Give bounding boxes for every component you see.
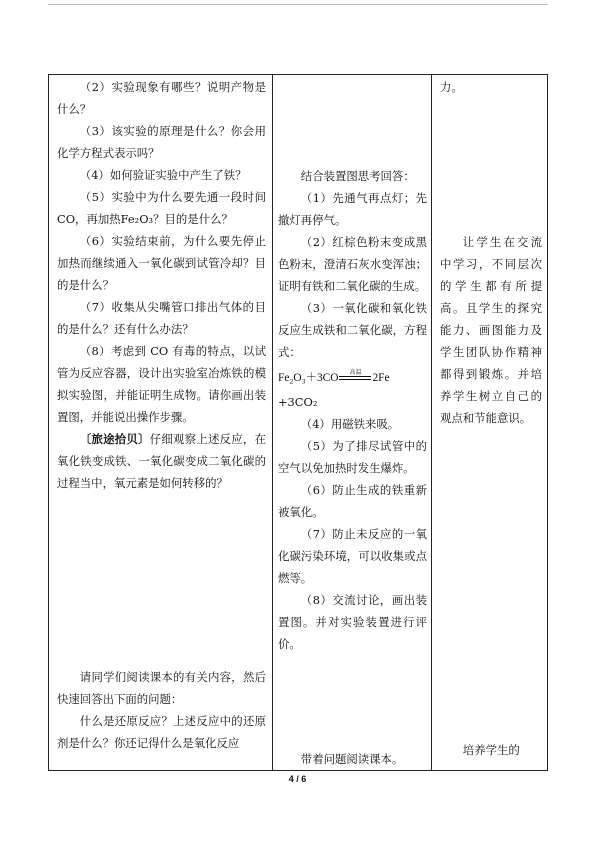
travel-label: 〔旅途拾贝〕 bbox=[79, 432, 150, 446]
question-5: （5）实验中为什么要先通一段时间CO，再加热Fe₂O₃？目的是什么？ bbox=[57, 190, 266, 226]
equal-sign-line bbox=[339, 379, 371, 380]
lesson-table bbox=[48, 74, 548, 771]
equation-reactants: Fe₂O₃＋3CO bbox=[278, 372, 339, 384]
student-activity-column bbox=[273, 75, 431, 770]
equation-condition bbox=[339, 369, 371, 389]
answer-5: （5）为了排尽试管中的空气以免加热时发生爆炸。 bbox=[278, 439, 427, 475]
intent-bottom: 培养学生的 bbox=[462, 743, 520, 757]
question-8: （8）考虑到 CO 有毒的特点，以试管为反应容器，设计出实验室冶炼铁的模拟实验图，并能证明生成物。请你画出装置图，并能说出操作步骤。 bbox=[57, 344, 266, 424]
question-4: （4）如何验证实验中产生了铁？ bbox=[79, 168, 247, 182]
intent-middle-block bbox=[432, 231, 548, 429]
reading-question: 什么是还原反应？上述反应中的还原剂是什么？你还记得什么是氧化反应 bbox=[57, 714, 266, 750]
design-intent-column bbox=[432, 75, 548, 770]
page-number: 4 / 6 bbox=[288, 774, 307, 784]
answer-6: （6）防止生成的铁重新被氧化。 bbox=[278, 483, 427, 519]
answer-7: （7）防止未反应的一氧化碳污染环境，可以收集或点燃等。 bbox=[278, 527, 427, 585]
page-top-rule bbox=[48, 4, 548, 5]
equation-continuation: +3CO₂ bbox=[278, 395, 318, 409]
answers-block bbox=[273, 165, 431, 655]
question-7: （7）收集从尖嘴管口排出气体的目的是什么？还有什么办法？ bbox=[57, 300, 266, 336]
equal-sign-line bbox=[339, 376, 371, 377]
answer-1: （1）先通气再点灯；先撤灯再停气。 bbox=[278, 191, 427, 227]
question-6: （6）实验结束前，为什么要先停止加热而继续通入一氧化碳到试管冷却？目的是什么？ bbox=[57, 234, 266, 292]
answer-4: （4）用磁铁来吸。 bbox=[300, 417, 400, 431]
equation-product: 2Fe bbox=[372, 372, 390, 384]
reading-intro: 请同学们阅读课本的有关内容，然后快速回答出下面的问题： bbox=[57, 670, 266, 706]
intent-middle: 让学生在交流中学习，不同层次的学生都有所提高。且学生的探究能力、画图能力及学生团队协作精神都得到锻炼。并培养学生树立自己的观点和节能意识。 bbox=[440, 235, 542, 425]
travel-text: 仔细观察上述反应，在氧化铁变成铁、一氧化碳变成二氧化碳的过程当中，氧元素是如何转移的？ bbox=[57, 432, 266, 490]
question-3: （3）该实验的原理是什么？你会用化学方程式表示吗？ bbox=[57, 124, 266, 160]
chemical-equation bbox=[278, 367, 427, 389]
answer-8: （8）交流讨论，画出装置图。并对实验装置进行评价。 bbox=[278, 593, 427, 651]
read-textbook: 带着问题阅读课本。 bbox=[300, 752, 404, 766]
read-textbook-block bbox=[273, 748, 431, 770]
condition-high-temp: 高温 bbox=[349, 369, 362, 376]
formula-fe2o3: Fe₂O₃ bbox=[120, 212, 154, 226]
intent-bottom-block bbox=[432, 739, 548, 761]
answer-2: （2）红棕色粉末变成黑色粉末，澄清石灰水变浑浊；证明有铁和二氧化碳的生成。 bbox=[278, 235, 427, 293]
question-2: （2）实验现象有哪些？说明产物是什么？ bbox=[57, 80, 266, 116]
reading-section bbox=[49, 666, 272, 754]
travel-section bbox=[57, 428, 266, 494]
answer-3: （3）一氧化碳和氧化铁反应生成铁和二氧化碳，方程式： bbox=[278, 301, 427, 359]
intent-top: 力。 bbox=[440, 80, 463, 94]
teacher-activity-column bbox=[49, 75, 272, 770]
answers-intro: 结合装置图思考回答： bbox=[300, 169, 415, 183]
